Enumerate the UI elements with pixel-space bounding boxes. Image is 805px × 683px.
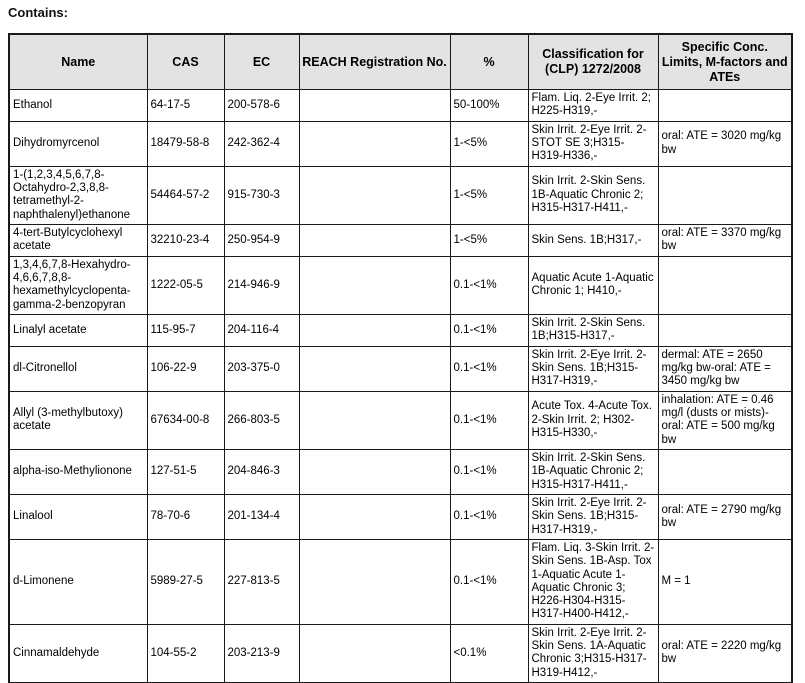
cell-cas: 127-51-5 (147, 449, 224, 494)
cell-cas: 106-22-9 (147, 346, 224, 391)
table-row (9, 224, 792, 256)
cell-percent: 0.1-<1% (450, 256, 528, 314)
table-row (9, 314, 792, 346)
cell-classification: Skin Irrit. 2-Eye Irrit. 2-STOT SE 3;H315-H319-H336,- (528, 121, 658, 166)
cell-reach (299, 121, 450, 166)
cell-reach (299, 346, 450, 391)
table-body (9, 90, 792, 683)
cell-ec: 266-803-5 (224, 391, 299, 449)
table-row (9, 346, 792, 391)
cell-specific: oral: ATE = 3370 mg/kg bw (658, 224, 792, 256)
cell-cas: 78-70-6 (147, 494, 224, 539)
cell-cas: 115-95-7 (147, 314, 224, 346)
cell-specific (658, 256, 792, 314)
cell-reach (299, 256, 450, 314)
cell-percent: 0.1-<1% (450, 346, 528, 391)
column-header-reach: REACH Registration No. (299, 34, 450, 90)
table-row (9, 494, 792, 539)
cell-reach (299, 166, 450, 224)
cell-reach (299, 90, 450, 122)
cell-cas: 5989-27-5 (147, 539, 224, 624)
table-row (9, 624, 792, 683)
column-header-ec: EC (224, 34, 299, 90)
cell-percent: 0.1-<1% (450, 314, 528, 346)
cell-ec: 915-730-3 (224, 166, 299, 224)
cell-name: 1,3,4,6,7,8-Hexahydro-4,6,6,7,8,8-hexamethylcyclopenta-gamma-2-benzopyran (9, 256, 147, 314)
cell-percent: 0.1-<1% (450, 539, 528, 624)
cell-reach (299, 449, 450, 494)
cell-classification: Flam. Liq. 3-Skin Irrit. 2-Skin Sens. 1B-Asp. Tox 1-Aquatic Acute 1-Aquatic Chronic 3; H226-H304-H315-H317-H400-H412,- (528, 539, 658, 624)
cell-name: dl-Citronellol (9, 346, 147, 391)
cell-ec: 204-116-4 (224, 314, 299, 346)
cell-ec: 227-813-5 (224, 539, 299, 624)
cell-specific (658, 449, 792, 494)
cell-ec: 203-213-9 (224, 624, 299, 683)
cell-name: Linalyl acetate (9, 314, 147, 346)
cell-specific (658, 166, 792, 224)
cell-classification: Skin Irrit. 2-Eye Irrit. 2-Skin Sens. 1B;H315-H317-H319,- (528, 346, 658, 391)
cell-classification: Skin Sens. 1B;H317,- (528, 224, 658, 256)
cell-specific: oral: ATE = 2790 mg/kg bw (658, 494, 792, 539)
cell-classification: Aquatic Acute 1-Aquatic Chronic 1; H410,- (528, 256, 658, 314)
cell-classification: Flam. Liq. 2-Eye Irrit. 2; H225-H319,- (528, 90, 658, 122)
cell-reach (299, 391, 450, 449)
table-header (9, 34, 792, 90)
cell-name: 1-(1,2,3,4,5,6,7,8-Octahydro-2,3,8,8-tetramethyl-2-naphthalenyl)ethanone (9, 166, 147, 224)
cell-name: d-Limonene (9, 539, 147, 624)
cell-specific: inhalation: ATE = 0.46 mg/l (dusts or mists)-oral: ATE = 500 mg/kg bw (658, 391, 792, 449)
cell-reach (299, 314, 450, 346)
cell-ec: 200-578-6 (224, 90, 299, 122)
table-row (9, 256, 792, 314)
cell-cas: 104-55-2 (147, 624, 224, 683)
cell-name: Dihydromyrcenol (9, 121, 147, 166)
cell-ec: 250-954-9 (224, 224, 299, 256)
cell-percent: 0.1-<1% (450, 494, 528, 539)
cell-name: alpha-iso-Methylionone (9, 449, 147, 494)
cell-specific: oral: ATE = 2220 mg/kg bw (658, 624, 792, 683)
cell-reach (299, 224, 450, 256)
cell-percent: 1-<5% (450, 224, 528, 256)
cell-reach (299, 494, 450, 539)
cell-reach (299, 539, 450, 624)
cell-classification: Skin Irrit. 2-Skin Sens. 1B-Aquatic Chronic 2; H315-H317-H411,- (528, 166, 658, 224)
cell-ec: 242-362-4 (224, 121, 299, 166)
table-row (9, 121, 792, 166)
cell-name: Allyl (3-methylbutoxy) acetate (9, 391, 147, 449)
cell-specific: dermal: ATE = 2650 mg/kg bw-oral: ATE = 3450 mg/kg bw (658, 346, 792, 391)
cell-ec: 203-375-0 (224, 346, 299, 391)
cell-specific: oral: ATE = 3020 mg/kg bw (658, 121, 792, 166)
cell-percent: <0.1% (450, 624, 528, 683)
cell-cas: 1222-05-5 (147, 256, 224, 314)
column-header-cas: CAS (147, 34, 224, 90)
cell-name: 4-tert-Butylcyclohexyl acetate (9, 224, 147, 256)
cell-cas: 67634-00-8 (147, 391, 224, 449)
cell-classification: Skin Irrit. 2-Eye Irrit. 2-Skin Sens. 1B;H315-H317-H319,- (528, 494, 658, 539)
cell-reach (299, 624, 450, 683)
cell-specific: M = 1 (658, 539, 792, 624)
cell-percent: 0.1-<1% (450, 391, 528, 449)
table-row (9, 90, 792, 122)
cell-cas: 32210-23-4 (147, 224, 224, 256)
cell-ec: 201-134-4 (224, 494, 299, 539)
table-row (9, 539, 792, 624)
cell-percent: 1-<5% (450, 166, 528, 224)
header-row (9, 34, 792, 90)
cell-cas: 64-17-5 (147, 90, 224, 122)
table-row (9, 166, 792, 224)
cell-percent: 1-<5% (450, 121, 528, 166)
table-row (9, 449, 792, 494)
contains-heading: Contains: (8, 5, 68, 20)
cell-classification: Skin Irrit. 2-Skin Sens. 1B;H315-H317,- (528, 314, 658, 346)
cell-classification: Skin Irrit. 2-Skin Sens. 1B-Aquatic Chronic 2; H315-H317-H411,- (528, 449, 658, 494)
cell-ec: 214-946-9 (224, 256, 299, 314)
cell-specific (658, 314, 792, 346)
cell-name: Linalool (9, 494, 147, 539)
cell-percent: 0.1-<1% (450, 449, 528, 494)
cell-name: Ethanol (9, 90, 147, 122)
column-header-specific: Specific Conc. Limits, M-factors and ATEs (658, 34, 792, 90)
cell-cas: 54464-57-2 (147, 166, 224, 224)
column-header-percent: % (450, 34, 528, 90)
cell-name: Cinnamaldehyde (9, 624, 147, 683)
cell-classification: Acute Tox. 4-Acute Tox. 2-Skin Irrit. 2; H302-H315-H330,- (528, 391, 658, 449)
ingredients-table (8, 33, 793, 683)
table-row (9, 391, 792, 449)
cell-cas: 18479-58-8 (147, 121, 224, 166)
cell-classification: Skin Irrit. 2-Eye Irrit. 2-Skin Sens. 1A-Aquatic Chronic 3;H315-H317-H319-H412,- (528, 624, 658, 683)
cell-ec: 204-846-3 (224, 449, 299, 494)
cell-percent: 50-100% (450, 90, 528, 122)
column-header-classification: Classification for (CLP) 1272/2008 (528, 34, 658, 90)
cell-specific (658, 90, 792, 122)
column-header-name: Name (9, 34, 147, 90)
